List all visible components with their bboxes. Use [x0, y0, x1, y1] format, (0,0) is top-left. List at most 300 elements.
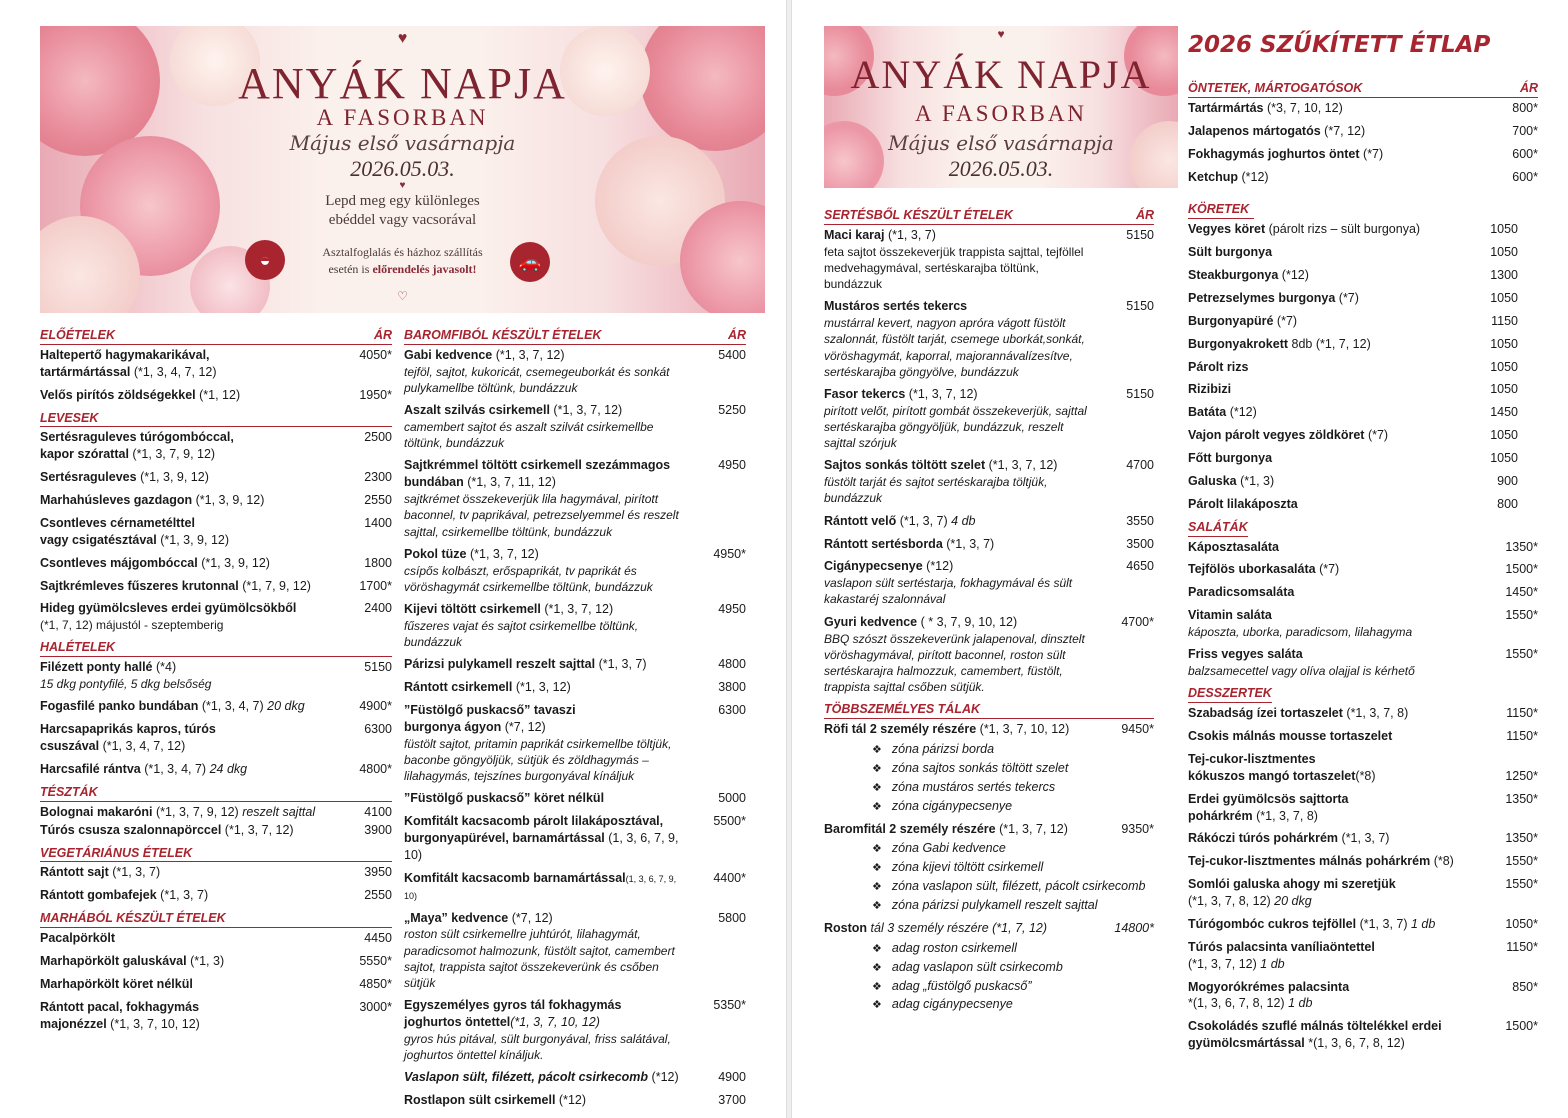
menu-item — [40, 698, 392, 715]
menu-text: Bolognai makaróni — [40, 804, 153, 819]
section-desszertek: DESSZERTEK — [1188, 685, 1272, 703]
menu-text: Marhapörkölt köret nélkül — [40, 976, 193, 991]
menu-text: 1550* — [1505, 854, 1538, 869]
menu-text: (*12) — [558, 1093, 587, 1108]
menu-text: Sertésraguleves — [40, 470, 137, 485]
menu-text: 4950* — [713, 546, 746, 561]
menu-item — [404, 870, 746, 904]
menu-text: Rostlapon sült csirkemell — [404, 1093, 556, 1108]
menu-item — [1188, 584, 1538, 601]
menu-item — [1188, 290, 1538, 307]
menu-text: pohárkrém — [1188, 808, 1253, 823]
menu-item — [40, 804, 392, 821]
banner-title: ANYÁK NAPJA — [238, 59, 567, 108]
menu-text: Rántott csirkemell — [404, 680, 513, 695]
menu-text: 1 db — [1260, 956, 1285, 971]
menu-text: 3500 — [1126, 536, 1154, 551]
menu-text: Rákóczi túrós pohárkrém — [1188, 831, 1339, 846]
menu-text: majonézzel — [40, 1016, 107, 1031]
diamond-bullet-icon: ❖ — [872, 999, 882, 1012]
menu-text: 1450* — [1505, 585, 1538, 600]
menu-item — [824, 227, 1154, 292]
menu-text: (*1, 7, 9, 12) — [242, 578, 311, 593]
menu-item — [824, 821, 1154, 838]
menu-text: reszelt sajttal — [242, 804, 316, 819]
menu-text: Mustáros sertés tekercs — [824, 299, 968, 314]
menu-text: (*1, 3, 9, 12) — [140, 470, 209, 485]
menu-item — [1188, 146, 1538, 163]
menu-text: 3950 — [364, 865, 392, 880]
menu-text: vagy csigatésztával — [40, 532, 157, 547]
platter-sub-item — [824, 840, 1154, 857]
section-sertes: SERTÉSBŐL KÉSZÜLT ÉTELEK ÁR — [824, 207, 1154, 225]
menu-text: 5800 — [718, 910, 746, 925]
menu-text: zóna sajtos sonkás töltött szelet — [891, 760, 1069, 775]
menu-text: balzsamecettel vagy olíva olajjal is kérhető — [1188, 664, 1415, 679]
menu-text: 5150 — [364, 660, 392, 675]
menu-item — [40, 578, 392, 595]
menu-text: gyros hús pitával, sült burgonyával, friss salátával, joghurtos öntettel kínáljuk. — [404, 1031, 671, 1063]
heart-icon: ♥ — [997, 27, 1005, 41]
menu-text: Gyuri kedvence — [824, 614, 918, 629]
platter-sub-item — [824, 996, 1154, 1013]
banner-script-line: Május első vasárnapja — [888, 131, 1114, 155]
menu-text: (*3, 7, 10, 12) — [1267, 100, 1343, 115]
platter-sub-item — [824, 897, 1154, 914]
menu-text: (*1, 3, 9, 12) — [160, 532, 230, 547]
menu-item — [1188, 336, 1538, 353]
menu-text: Sajtkrémmel töltött csirkemell szezámmagos — [404, 458, 671, 473]
menu-text: 5350* — [713, 998, 746, 1013]
menu-text: Káposztasaláta — [1188, 539, 1280, 554]
diamond-bullet-icon: ❖ — [872, 843, 882, 856]
menu-text: (*1, 3, 4, 7, 12) — [102, 739, 186, 754]
menu-item — [404, 457, 746, 539]
menu-text: (*1, 3, 12) — [515, 680, 571, 695]
menu-text: 1400 — [364, 515, 392, 530]
menu-text: camembert sajtot és aszalt szilvát csirkemellbe töltünk, bundázzuk — [404, 420, 654, 451]
menu-text: Komfitált kacsacomb barnamártással — [404, 870, 626, 885]
menu-item — [40, 930, 392, 947]
menu-text: 1550* — [1505, 877, 1538, 892]
menu-text: káposzta, uborka, paradicsom, lilahagyma — [1188, 625, 1413, 639]
menu-text: burgonyapürével, barnamártással — [404, 831, 605, 845]
menu-item — [404, 790, 746, 807]
menu-text: (*1, 3, 7, 12) — [470, 546, 539, 561]
menu-text: (*1, 3, 7) — [1341, 831, 1390, 846]
menu-text: (*8) — [1355, 768, 1376, 783]
menu-item — [1188, 169, 1538, 186]
column-3 — [824, 207, 1154, 1015]
menu-text: feta sajtot összekeverjük trappista sajttal, tejföllel medvehagymával, sertéskarajba töltünk, bundázzuk — [824, 244, 1084, 292]
menu-text: ”Füstölgő puskacső” köret nélkül — [404, 791, 605, 806]
menu-text: 1 db — [1410, 916, 1436, 931]
menu-text: (*1, 3, 7, 10, 12) — [510, 1015, 600, 1029]
menu-text: 4 db — [951, 513, 976, 528]
menu-text: zóna vaslapon sült, filézett, pácolt csirkecomb — [891, 879, 1146, 894]
diamond-bullet-icon: ❖ — [872, 980, 882, 993]
menu-text: Szabadság ízei tortaszelet — [1188, 706, 1343, 721]
menu-text: Túrós palacsinta vaníliaöntettel — [1188, 939, 1375, 954]
menu-text: Steakburgonya — [1188, 268, 1279, 282]
menu-text: (1, 3, 6, 7, 9, 10) — [404, 873, 677, 901]
diamond-bullet-icon: ❖ — [872, 781, 882, 794]
menu-text: 1350* — [1505, 791, 1538, 806]
menu-item — [1188, 473, 1538, 490]
menu-text: pirított velőt, pirított gombát összekeverjük, sajttal sertéskarajba göngyöljük, bundázzuk, reszelt sajttal szórjuk — [824, 403, 1087, 451]
menu-text: Tartármártás — [1188, 100, 1264, 115]
menu-text: 1150* — [1506, 729, 1538, 743]
menu-text: zóna Gabi kedvence — [891, 841, 1006, 856]
menu-item — [404, 601, 746, 650]
menu-item — [1188, 853, 1538, 870]
section-levesek: LEVESEK — [40, 410, 392, 428]
menu-text: zóna cigánypecsenye — [891, 798, 1013, 813]
menu-text: 1800 — [364, 555, 392, 570]
menu-text: 3550 — [1126, 513, 1154, 528]
menu-text: 2500 — [364, 430, 392, 445]
menu-text: Párolt lilakáposzta — [1188, 496, 1298, 511]
heart-icon: ♥ — [397, 30, 408, 47]
menu-item — [40, 953, 392, 970]
banner-tagline-1: Lepd meg egy különleges — [325, 193, 480, 209]
menu-text: 900 — [1497, 473, 1518, 488]
menu-text: 1150* — [1506, 939, 1538, 954]
menu-text: Harcsafilé rántva — [40, 762, 141, 776]
menu-text: 4950 — [718, 458, 746, 473]
menu-item — [404, 910, 746, 992]
menu-text: (*1, 3, 7, 12) — [495, 347, 565, 362]
menu-text: zóna párizsi borda — [891, 742, 995, 756]
menu-item — [824, 721, 1154, 738]
column-1 — [40, 327, 392, 1038]
menu-text: (*7, 12) — [504, 719, 546, 734]
menu-item — [404, 402, 746, 451]
menu-text: kókuszos mangó tortaszelet — [1188, 768, 1356, 783]
menu-text: Sajtos sonkás töltött szelet — [824, 458, 986, 473]
car-icon: 🚗 — [510, 242, 550, 282]
menu-text: (*12) — [1241, 169, 1269, 184]
menu-text: adag „füstölgő puskacső” — [891, 978, 1032, 993]
menu-text: 1050 — [1490, 359, 1518, 374]
menu-text: (*1, 3, 4, 7, 12) — [133, 364, 217, 379]
menu-text: 2300 — [364, 470, 392, 485]
diamond-bullet-icon: ❖ — [872, 961, 882, 974]
menu-text: Tej-cukor-lisztmentes — [1188, 751, 1316, 766]
menu-text: (*7) — [1319, 562, 1340, 577]
menu-text: Pokol tüze — [404, 546, 467, 561]
menu-text: 4450 — [364, 931, 392, 945]
menu-text: Aszalt szilvás csirkemell — [404, 403, 550, 418]
menu-text: burgonya ágyon — [404, 719, 502, 734]
menu-text: 3000* — [359, 999, 392, 1014]
menu-item — [1188, 313, 1538, 330]
menu-text: Fogasfilé panko bundában — [40, 699, 199, 714]
menu-item — [404, 997, 746, 1063]
menu-text: Csontleves cérnametélttel — [40, 515, 195, 530]
menu-text: (*7) — [1276, 313, 1298, 328]
menu-text: Marhapörkölt galuskával — [40, 953, 187, 968]
menu-text: 3900 — [364, 822, 392, 837]
menu-item — [1188, 751, 1538, 785]
menu-item — [824, 298, 1154, 380]
menu-text: (*1, 3, 7, 12) — [224, 822, 294, 837]
banner-note-1: Asztalfoglalás és házhoz szállítás — [322, 245, 483, 259]
menu-text: 1550* — [1505, 608, 1538, 623]
menu-text: Rántott sertésborda — [824, 536, 943, 551]
platter-sub-item — [824, 959, 1154, 976]
menu-text: (*12) — [1281, 268, 1309, 282]
menu-text: 5500* — [713, 814, 746, 829]
menu-item — [1188, 123, 1538, 140]
menu-text: Burgonyapüré — [1188, 313, 1274, 328]
menu-text: 1450 — [1490, 405, 1518, 420]
menu-text: (*1, 3, 7, 12) — [1188, 956, 1257, 971]
menu-item — [1188, 404, 1538, 421]
menu-text: 4800* — [359, 762, 392, 776]
diamond-bullet-icon: ❖ — [872, 862, 882, 875]
menu-item — [40, 492, 392, 509]
banner-date: 2026.05.03. — [350, 156, 455, 181]
menu-text: csípős kolbászt, erőspaprikát, tv paprikát és vöröshagymát csirkemellbe töltünk, bundázzuk — [404, 563, 653, 594]
menu-item — [824, 558, 1154, 607]
menu-text: Vaslapon sült, filézett, pácolt csirkecomb — [404, 1070, 649, 1085]
menu-text: (*1, 3, 7) — [946, 536, 995, 551]
menu-text: (*1, 3, 7, 12) — [553, 403, 623, 418]
menu-text: ( * 3, 7, 9, 10, 12) — [920, 614, 1018, 629]
platter-sub-item — [824, 859, 1154, 876]
menu-text: (*1, 3, 7) — [887, 227, 936, 242]
menu-text: Párolt rizs — [1188, 359, 1249, 374]
menu-item — [1188, 100, 1538, 117]
menu-item — [1188, 830, 1538, 847]
menu-text: füstölt sajtot, pritamin paprikát csirkemellbe töltjük, baconbe göngyöljük, sütjük és zöldhagymás – lilahagymás, tejszínes burgonyával kínáljuk — [404, 736, 672, 784]
menu-text: Paradicsomsaláta — [1188, 585, 1295, 600]
menu-text: Haltepertő hagymakarikával, — [40, 347, 210, 362]
menu-text: (*1, 3, 7) — [112, 865, 161, 880]
section-baromfi: BAROMFIBÓL KÉSZÜLT ÉTELEK ÁR — [404, 327, 746, 345]
menu-text: 1700* — [359, 578, 392, 593]
menu-item — [1188, 791, 1538, 825]
menu-item — [1188, 427, 1538, 444]
menu-text: tartármártással — [40, 364, 131, 379]
menu-item — [404, 702, 746, 784]
menu-text: füstölt tarját és sajtot sertéskarajba töltjük, bundázzuk — [824, 475, 1048, 506]
menu-text: Röfi tál 2 személy részére — [824, 722, 977, 737]
menu-page-right — [792, 0, 1568, 1118]
menu-text: (1, 3, 6, 7, 9, 10) — [404, 831, 679, 862]
menu-text: 1050 — [1490, 382, 1518, 397]
menu-text: csuszával — [40, 739, 100, 754]
menu-text: (*1, 3, 7, 9, 12) — [156, 804, 239, 819]
menu-text: 20 dkg — [1274, 894, 1312, 908]
menu-text: 5150 — [1126, 227, 1154, 242]
menu-text: Jalapenos mártogatós — [1188, 123, 1321, 138]
menu-text: 600* — [1512, 169, 1538, 184]
menu-text: (*1, 3, 7, 8) — [1346, 706, 1409, 721]
menu-text: Roston — [824, 920, 868, 935]
menu-text: (*1, 3, 7) — [160, 888, 209, 903]
platter-sub-item — [824, 978, 1154, 995]
menu-text: 800 — [1497, 496, 1518, 511]
menu-text: joghurtos öntettel — [404, 1015, 511, 1029]
menu-text: 1350* — [1505, 539, 1538, 554]
diamond-bullet-icon: ❖ — [872, 942, 882, 955]
menu-item — [824, 386, 1154, 451]
menu-text: 1150 — [1491, 313, 1518, 328]
menu-item — [40, 429, 392, 463]
menu-text: (*7) — [1338, 290, 1359, 305]
menu-item — [1188, 876, 1538, 910]
menu-text: (*1, 3, 7, 8, 12) — [1188, 894, 1271, 908]
menu-text: Vitamin saláta — [1188, 608, 1272, 623]
menu-item — [404, 1069, 746, 1086]
menu-text: Túrós csusza szalonnapörccel — [40, 822, 222, 837]
menu-text: 20 dkg — [267, 699, 305, 714]
menu-item — [40, 999, 392, 1033]
menu-text: 1500* — [1505, 1019, 1538, 1034]
menu-item — [404, 546, 746, 595]
menu-text: 800* — [1512, 100, 1538, 115]
menu-text: 6300 — [364, 722, 392, 737]
menu-text: (*4) — [156, 660, 177, 675]
menu-item — [40, 864, 392, 881]
platter-sub-item — [824, 741, 1154, 758]
menu-text: Rizibizi — [1188, 382, 1232, 397]
menu-text: Rántott gombafejek — [40, 888, 157, 903]
menu-text: 1050* — [1505, 916, 1538, 931]
menu-text: Rántott sajt — [40, 865, 109, 880]
menu-item — [1188, 646, 1538, 679]
platter-sub-item — [824, 940, 1154, 957]
menu-text: gyümölcsmártással — [1188, 1036, 1305, 1051]
menu-text: 3700 — [718, 1093, 746, 1108]
menu-text: 4950 — [718, 601, 746, 616]
menu-item — [1188, 450, 1538, 467]
section-salatak: SALÁTÁK — [1188, 519, 1248, 537]
menu-text: Csokoládés szuflé málnás töltelékkel erdei — [1188, 1019, 1442, 1034]
menu-text: (*12) — [1229, 405, 1257, 420]
menu-item — [40, 555, 392, 572]
menu-text: 8db (*1, 7, 12) — [1291, 336, 1371, 351]
menu-text: (*1, 12) — [199, 387, 241, 402]
menu-text: adag cigánypecsenye — [891, 997, 1013, 1012]
menu-text: (*7) — [1367, 428, 1389, 443]
menu-text: 24 dkg — [209, 762, 248, 776]
menu-text: (*12) — [651, 1070, 679, 1085]
menu-text: 4700 — [1126, 458, 1154, 473]
menu-text: 850* — [1512, 979, 1538, 994]
platter-sub-item — [824, 760, 1154, 777]
menu-text: Tej-cukor-lisztmentes málnás pohárkrém — [1188, 854, 1431, 869]
menu-text: Fokhagymás joghurtos öntet — [1188, 146, 1360, 161]
menu-text: Fasor tekercs — [824, 386, 906, 401]
menu-item — [40, 721, 392, 755]
menu-item — [40, 600, 392, 633]
menu-text: 1050 — [1490, 222, 1518, 237]
menu-text: zóna kijevi töltött csirkemell — [891, 860, 1044, 875]
section-tesztak: TÉSZTÁK — [40, 784, 392, 802]
menu-item — [1188, 496, 1538, 513]
menu-item — [404, 813, 746, 864]
menu-text: 1950* — [359, 387, 392, 402]
menu-item — [40, 659, 392, 692]
menu-item — [1188, 221, 1538, 238]
menu-text: tál 3 személy részére — [870, 920, 989, 935]
menu-item — [1188, 381, 1538, 398]
banner-note-2-bold: előrendelés javasolt! — [372, 262, 477, 276]
section-talak: TÖBBSZEMÉLYES TÁLAK — [824, 701, 1154, 719]
menu-text: sajtkrémet összekeverjük lila hagymával, pirított baconnel, tv paprikával, petrezselyemmel és reszelt sajttal, csirkemellbe töltünk, bundázzuk — [404, 492, 679, 539]
menu-item — [1188, 939, 1538, 973]
menu-text: zóna párizsi pulykamell reszelt sajttal — [891, 898, 1098, 912]
menu-item — [404, 1092, 746, 1109]
menu-text: 4050* — [359, 347, 392, 362]
menu-text: Harcsapaprikás kapros, túrós — [40, 722, 216, 737]
menu-text: 5150 — [1126, 299, 1154, 314]
menu-text: ”Füstölgő puskacső” tavaszi — [404, 702, 576, 717]
menu-text: Csokis málnás mousse tortaszelet — [1188, 729, 1393, 743]
menu-text: 1050 — [1490, 245, 1518, 260]
menu-title: 2026 SZŰKÍTETT ÉTLAP — [1188, 32, 1491, 58]
menu-text: (*1, 3, 7, 10, 12) — [979, 722, 1070, 737]
menu-text: 4900* — [359, 699, 392, 714]
menu-text: Sült burgonya — [1188, 245, 1273, 260]
menu-text: (*1, 3) — [190, 953, 225, 968]
menu-text: 4850* — [359, 976, 392, 991]
menu-text: Vajon párolt vegyes zöldköret — [1188, 428, 1365, 443]
menu-text: Friss vegyes saláta — [1188, 647, 1303, 662]
menu-text: (*1, 3, 7, 12) — [544, 601, 614, 616]
section-ontetek: ÖNTETEK, MÁRTOGATÓSOK ÁR — [1188, 80, 1538, 98]
menu-text: 2400 — [364, 601, 392, 616]
menu-text: Filézett ponty hallé — [40, 660, 153, 675]
diamond-bullet-icon: ❖ — [872, 900, 882, 912]
menu-item — [824, 457, 1154, 506]
menu-text: Egyszemélyes gyros tál fokhagymás — [404, 998, 622, 1013]
menu-text: Batáta — [1188, 405, 1227, 420]
menu-text: (*7, 12) — [511, 910, 553, 925]
menu-text: Marhahúsleves gazdagon — [40, 493, 193, 507]
menu-text: 5250 — [718, 403, 746, 418]
menu-item — [40, 469, 392, 486]
menu-text: Pacalpörkölt — [40, 931, 116, 945]
menu-text: Erdei gyümölcsös sajttorta — [1188, 791, 1349, 806]
section-koretek: KÖRETEK — [1188, 201, 1254, 219]
menu-text: (*1, 3, 7, 8) — [1256, 808, 1318, 823]
menu-text: 4800 — [718, 657, 746, 672]
menu-text: 5150 — [1126, 386, 1154, 401]
column-4 — [1188, 80, 1538, 1058]
menu-text: Sajtkrémleves fűszeres krutonnal — [40, 578, 239, 593]
menu-text: 1050 — [1490, 290, 1518, 305]
menu-text: (*1, 3, 7, 12) — [988, 458, 1058, 473]
section-haletelek: HALÉTELEK — [40, 639, 392, 657]
menu-text: 1500* — [1505, 562, 1538, 577]
menu-item — [40, 976, 392, 993]
menu-item — [40, 515, 392, 549]
menu-text: Tejfölös uborkasaláta — [1188, 562, 1316, 577]
menu-text: (*1, 3, 7, 12) — [908, 386, 978, 401]
menu-text: 4400* — [713, 870, 746, 885]
menu-text: Komfitált kacsacomb párolt lilakáposztával, — [404, 814, 664, 829]
menu-text: adag roston csirkemell — [891, 940, 1017, 955]
menu-text: 1250* — [1505, 768, 1538, 783]
cloche-icon: ◒ — [245, 240, 285, 280]
menu-text: Cigánypecsenye — [824, 559, 923, 574]
menu-item — [1188, 359, 1538, 376]
menu-text: (párolt rizs – sült burgonya) — [1268, 222, 1421, 237]
